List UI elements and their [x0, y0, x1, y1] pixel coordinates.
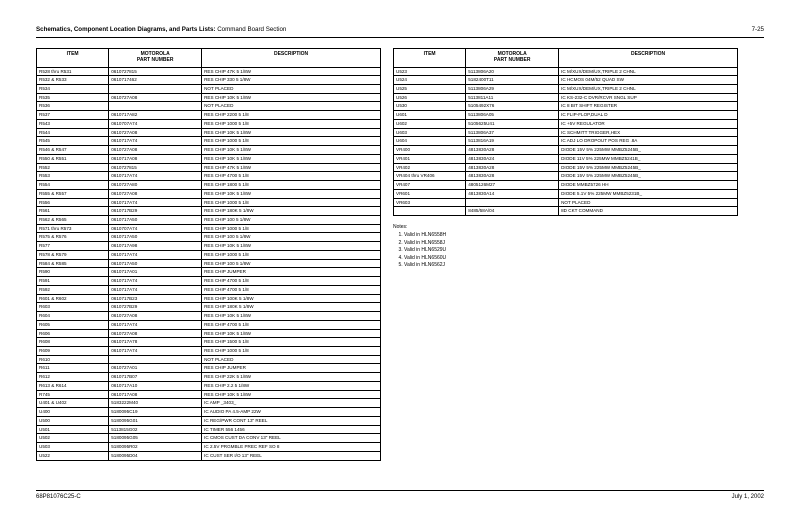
column-header-part-number	[466, 49, 559, 68]
table-row	[37, 381, 381, 390]
description-cell: RES CHIP 100 5 1/8W	[202, 215, 381, 224]
description-cell: RES CHIP 47K 5 1/8W	[202, 67, 381, 76]
notes-list	[393, 232, 738, 270]
note-item: 5. Valid in HLN6562J	[404, 262, 738, 270]
part-number-cell	[466, 198, 559, 207]
footer-document-number: 68P81076C25-C	[36, 494, 81, 500]
table-row	[37, 294, 381, 303]
description-cell: RES CHIP 1000 5 1/8	[202, 224, 381, 233]
item-cell: VR407	[394, 181, 466, 190]
note-item: 3. Valid in HLN6529U	[404, 247, 738, 255]
description-cell: RES CHIP 100 5 1/8W	[202, 259, 381, 268]
table-row	[37, 137, 381, 146]
part-number-cell: 5113806A20	[466, 67, 559, 76]
page-number: 7-25	[751, 26, 764, 33]
item-cell: R745	[37, 390, 109, 399]
description-cell: RES CHIP 1000 5 1/8	[202, 137, 381, 146]
column-header-item: ITEM	[37, 49, 109, 68]
item-cell: R532 & R533	[37, 76, 109, 85]
item-cell: R610	[37, 355, 109, 364]
table-row	[394, 154, 738, 163]
item-cell: R553	[37, 172, 109, 181]
part-number-cell: 5180095G05	[109, 434, 202, 443]
description-cell: RES CHIP 1800 5 1/8	[202, 181, 381, 190]
part-number-cell: 0610727A08	[109, 189, 202, 198]
column-header-part-line2: PART NUMBER	[136, 56, 174, 63]
item-cell: R611	[37, 364, 109, 373]
parts-table-left	[36, 48, 381, 461]
table-row	[37, 189, 381, 198]
description-cell: RES CHIP 47K 5 1/8W	[202, 163, 381, 172]
description-cell: IC M/XUX/DEM/UX,TRIPLE 2 CHNL	[559, 67, 738, 76]
part-number-cell: 5113806A29	[466, 84, 559, 93]
table-row	[37, 320, 381, 329]
table-row	[37, 119, 381, 128]
part-number-cell: 0610727815	[109, 163, 202, 172]
description-cell: RES CHIP 1500 5 1/8	[202, 338, 381, 347]
item-cell: U502	[37, 434, 109, 443]
part-number-cell: 0610717B23	[109, 294, 202, 303]
table-row	[37, 76, 381, 85]
note-item: 1. Valid in HLN6558H	[404, 232, 738, 240]
part-number-cell: 0610717A01	[109, 268, 202, 277]
table-row	[37, 181, 381, 190]
part-number-cell: 0610717A08	[109, 390, 202, 399]
item-cell: U500	[37, 416, 109, 425]
table-row	[37, 285, 381, 294]
table-row	[37, 102, 381, 111]
part-number-cell: 0610727815	[109, 67, 202, 76]
description-cell: IC ADJ LO DROPOUT POS REG .8A	[559, 137, 738, 146]
part-number-cell: 0610717A74	[109, 250, 202, 259]
footer-row	[36, 494, 764, 500]
part-number-cell: 0610717A50	[109, 215, 202, 224]
page-footer	[36, 490, 764, 500]
table-row	[394, 163, 738, 172]
part-number-cell: 0610717A74	[109, 347, 202, 356]
table-row	[37, 154, 381, 163]
part-number-cell: 0610717A98	[109, 242, 202, 251]
part-number-cell: 0610717A74	[109, 198, 202, 207]
table-row	[37, 93, 381, 102]
part-number-cell: 5113806A05	[466, 111, 559, 120]
table-row	[394, 93, 738, 102]
table-row	[394, 76, 738, 85]
description-cell: RES CHIP 10K 5 1/8W	[202, 146, 381, 155]
description-cell: RES CHIP 4700 5 1/8	[202, 285, 381, 294]
part-number-cell: 4813830A28	[466, 172, 559, 181]
part-number-cell: 5180095G01	[109, 416, 202, 425]
item-cell: R536	[37, 102, 109, 111]
item-cell: R550 & R551	[37, 154, 109, 163]
description-cell: RES CHIP 10K 5 1/8W	[202, 312, 381, 321]
column-header-description: DESCRIPTION	[559, 49, 738, 68]
item-cell: U526	[394, 93, 466, 102]
item-cell: R606	[37, 329, 109, 338]
description-cell: RES CHIP 180K 5 1/8W	[202, 207, 381, 216]
table-row	[37, 338, 381, 347]
item-cell: R577	[37, 242, 109, 251]
part-number-cell: 0610727B29	[109, 303, 202, 312]
parts-table-right-body	[394, 67, 738, 215]
table-row	[37, 146, 381, 155]
description-cell: IC REG/PWR CONT 13" REEL	[202, 416, 381, 425]
part-number-cell: 0610727A08	[109, 146, 202, 155]
right-column	[393, 48, 738, 461]
item-cell: R537	[37, 111, 109, 120]
page-header	[36, 26, 764, 36]
item-cell: R571 thru R573	[37, 224, 109, 233]
table-row	[37, 128, 381, 137]
description-cell: RES CHIP 10K 5 1/8W	[202, 128, 381, 137]
part-number-cell: 0610707A74	[109, 224, 202, 233]
table-row	[394, 137, 738, 146]
table-header-row	[394, 49, 738, 68]
table-row	[37, 390, 381, 399]
description-cell: IC TIMER 556 1456	[202, 425, 381, 434]
part-number-cell	[109, 102, 202, 111]
description-cell: IC AMP _3403_	[202, 399, 381, 408]
table-row	[37, 434, 381, 443]
description-cell: DIODE 11V 5% 225MW MMBZ5241B_	[559, 154, 738, 163]
item-cell: R555 & R557	[37, 189, 109, 198]
header-title	[36, 26, 286, 33]
part-number-cell: 4813830A24	[466, 154, 559, 163]
table-row	[37, 198, 381, 207]
table-row	[37, 233, 381, 242]
footer-divider	[36, 490, 764, 491]
item-cell: R578 & R579	[37, 250, 109, 259]
item-cell: R575 & R576	[37, 233, 109, 242]
part-number-cell	[109, 84, 202, 93]
description-cell: RES CHIP 10K 5 1/8W	[202, 93, 381, 102]
description-cell: DIODE 15V 5% 225MW MMBZ5245B_	[559, 146, 738, 155]
part-number-cell: 0610717B29	[109, 207, 202, 216]
item-cell: R591	[37, 277, 109, 286]
description-cell: RES CHIP 10K 5 1/8W	[202, 242, 381, 251]
description-cell: RES CHIP 1000 5 1/8	[202, 119, 381, 128]
table-row	[394, 189, 738, 198]
part-number-cell: 5180095R02	[109, 443, 202, 452]
part-number-cell: 5113815G02	[109, 425, 202, 434]
part-number-cell: 0610727A08	[109, 128, 202, 137]
table-row	[37, 373, 381, 382]
item-cell: R605	[37, 320, 109, 329]
item-cell: R612	[37, 373, 109, 382]
part-number-cell: 0610717A74	[109, 320, 202, 329]
description-cell: RES CHIP 10K 5 1/8W	[202, 390, 381, 399]
item-cell: U523	[394, 67, 466, 76]
description-cell: RES CHIP 1000 5 1/8	[202, 347, 381, 356]
item-cell: U524	[394, 76, 466, 85]
item-cell: VR401	[394, 154, 466, 163]
part-number-cell: 0610717B07	[109, 373, 202, 382]
item-cell: R543	[37, 119, 109, 128]
part-number-cell: 4813830A14	[466, 189, 559, 198]
table-row	[394, 111, 738, 120]
description-cell: IC 2.5V PRGMBLE PREC REF SO 8	[202, 443, 381, 452]
part-number-cell: 0610717A74	[109, 285, 202, 294]
table-row	[37, 172, 381, 181]
column-header-part-line1: MOTOROLA	[140, 51, 170, 57]
column-header-part-line1: MOTOROLA	[497, 51, 527, 57]
table-row	[37, 277, 381, 286]
item-cell: U401 & U402	[37, 399, 109, 408]
part-number-cell: 0610717A74	[109, 277, 202, 286]
part-number-cell: 0610717A74	[109, 172, 202, 181]
item-cell: U525	[394, 84, 466, 93]
table-row	[394, 84, 738, 93]
description-cell: RES CHIP 1000 5 1/8	[202, 198, 381, 207]
part-number-cell: 5182400T11	[466, 76, 559, 85]
description-cell: DIODE 5.1V 5% 225MW MMBZ5231B_	[559, 189, 738, 198]
description-cell: IC HCMOS 04M/52 QUAD SW	[559, 76, 738, 85]
item-cell: R609	[37, 347, 109, 356]
table-row	[37, 111, 381, 120]
item-cell: U603	[394, 128, 466, 137]
table-row	[37, 259, 381, 268]
part-number-cell: 5180095D04	[109, 451, 202, 460]
item-cell: R592	[37, 285, 109, 294]
part-number-cell: 0610727A08	[109, 93, 202, 102]
description-cell: IC 8 BIT SHIFT REGISTER	[559, 102, 738, 111]
part-number-cell: 0610727A80	[109, 181, 202, 190]
table-row	[37, 268, 381, 277]
notes-section	[393, 224, 738, 270]
table-row	[37, 224, 381, 233]
table-row	[394, 207, 738, 216]
item-cell: VR400	[394, 146, 466, 155]
item-cell: R561	[37, 207, 109, 216]
table-row	[37, 364, 381, 373]
item-cell	[394, 207, 466, 216]
header-title-light: Command Board Section	[215, 26, 287, 33]
table-row	[37, 408, 381, 417]
item-cell: R601 & R602	[37, 294, 109, 303]
item-cell: R528 thru R531	[37, 67, 109, 76]
parts-table-right	[393, 48, 738, 216]
item-cell: R546 & R547	[37, 146, 109, 155]
description-cell: RES CHIP 2.2 5 1/8W	[202, 381, 381, 390]
description-cell: IC FLIP-FLOP,DUAL D	[559, 111, 738, 120]
part-number-cell: 0610717A10	[109, 381, 202, 390]
part-number-cell: 0610727A08	[109, 312, 202, 321]
item-cell: VR601	[394, 189, 466, 198]
description-cell: RES CHIP JUMPER	[202, 268, 381, 277]
part-number-cell: 0610717A50	[109, 259, 202, 268]
table-row	[37, 443, 381, 452]
table-row	[394, 119, 738, 128]
item-cell: VR402	[394, 163, 466, 172]
description-cell: NOT PLACED	[202, 355, 381, 364]
table-row	[37, 329, 381, 338]
item-cell: R556	[37, 198, 109, 207]
table-row	[37, 84, 381, 93]
item-cell: R535	[37, 93, 109, 102]
part-number-cell: 5113806A37	[466, 128, 559, 137]
description-cell: RES CHIP 10K 5 1/8W	[202, 329, 381, 338]
part-number-cell: 0610717A08	[109, 154, 202, 163]
table-row	[37, 163, 381, 172]
table-row	[37, 425, 381, 434]
item-cell: U602	[394, 119, 466, 128]
description-cell: IC CUST SER I/O 13" REEL	[202, 451, 381, 460]
table-row	[394, 181, 738, 190]
item-cell: U400	[37, 408, 109, 417]
description-cell: NOT PLACED	[559, 198, 738, 207]
column-header-part-number	[109, 49, 202, 68]
description-cell: IC KS-232-C DVR/RCVR SNGL SUP	[559, 93, 738, 102]
item-cell: R562 & R565	[37, 215, 109, 224]
item-cell: U522	[37, 451, 109, 460]
part-number-cell: 0610727A01	[109, 364, 202, 373]
table-row	[394, 67, 738, 76]
table-row	[37, 347, 381, 356]
item-cell: R584 & R585	[37, 259, 109, 268]
table-header-row	[37, 49, 381, 68]
part-number-cell: 0610717A74	[109, 137, 202, 146]
table-row	[37, 215, 381, 224]
parts-list-columns	[36, 48, 764, 461]
column-header-item: ITEM	[394, 49, 466, 68]
part-number-cell: 0610717A82	[109, 111, 202, 120]
table-row	[394, 146, 738, 155]
item-cell: U503	[37, 443, 109, 452]
description-cell: RES CHIP 22K 5 1/8W	[202, 373, 381, 382]
item-cell: R590	[37, 268, 109, 277]
item-cell: R554	[37, 181, 109, 190]
table-row	[37, 250, 381, 259]
note-item: 2. Valid in HLN6558J	[404, 240, 738, 248]
description-cell: IC AUDIO PA 4.5-AMP 22W	[202, 408, 381, 417]
description-cell: IC M/XUX/DEM/UX,TRIPLE 2 CHNL	[559, 84, 738, 93]
part-number-cell: 8485/58A/04	[466, 207, 559, 216]
description-cell: RES CHIP 180K 5 1/8W	[202, 303, 381, 312]
description-cell: RES CHIP JUMPER	[202, 364, 381, 373]
description-cell: NOT PLACED	[202, 102, 381, 111]
header-divider	[36, 37, 764, 38]
description-cell: DIODE MMBZ5726 HH	[559, 181, 738, 190]
part-number-cell: 5105625U41	[466, 119, 559, 128]
item-cell: R545	[37, 137, 109, 146]
table-row	[37, 207, 381, 216]
part-number-cell: 0610717462	[109, 76, 202, 85]
description-cell: RES CHIP 1000 5 1/8	[202, 250, 381, 259]
item-cell: R534	[37, 84, 109, 93]
description-cell: RES CHIP 4700 5 1/8	[202, 172, 381, 181]
table-row	[394, 172, 738, 181]
table-row	[394, 128, 738, 137]
note-item: 4. Valid in HLN6560U	[404, 255, 738, 263]
item-cell: U501	[37, 425, 109, 434]
description-cell: RES CHIP 2200 5 1/8	[202, 111, 381, 120]
item-cell: R603	[37, 303, 109, 312]
description-cell: DIODE 15V 5% 225MW MMBZ5245B_	[559, 172, 738, 181]
header-title-bold: Schematics, Component Location Diagrams, and Parts Lists:	[36, 26, 216, 33]
item-cell: R552	[37, 163, 109, 172]
description-cell: RES CHIP 10K 5 1/8W	[202, 189, 381, 198]
description-cell: DIODE 15V 5% 225MW MMBZ5245B_	[559, 163, 738, 172]
part-number-cell: 4813830A28	[466, 146, 559, 155]
table-row	[394, 102, 738, 111]
description-cell: RES CHIP 100K 5 1/8W	[202, 294, 381, 303]
footer-date: July 1, 2002	[731, 494, 764, 500]
item-cell: VR603	[394, 198, 466, 207]
table-row	[37, 416, 381, 425]
description-cell: RES CHIP 100 5 1/8W	[202, 233, 381, 242]
description-cell: IC CMOS CUST DA CONV 13" REEL	[202, 434, 381, 443]
description-cell: RES CHIP 330 5 1/8W	[202, 76, 381, 85]
item-cell: U601	[394, 111, 466, 120]
item-cell: R544	[37, 128, 109, 137]
description-cell: IC SCHMITT TRIGGER,HEX	[559, 128, 738, 137]
item-cell: R604	[37, 312, 109, 321]
table-row	[394, 198, 738, 207]
part-number-cell: 0610717A50	[109, 233, 202, 242]
table-row	[37, 451, 381, 460]
part-number-cell: 0610717A78	[109, 338, 202, 347]
item-cell: U604	[394, 137, 466, 146]
item-cell: U530	[394, 102, 466, 111]
description-cell: RES CHIP 10K 5 1/8W	[202, 154, 381, 163]
table-row	[37, 312, 381, 321]
table-row	[37, 399, 381, 408]
part-number-cell: 0610727A08	[109, 329, 202, 338]
part-number-cell: 4805126M27	[466, 181, 559, 190]
description-cell: RES CHIP 4700 5 1/8	[202, 277, 381, 286]
part-number-cell: 4813830A28	[466, 163, 559, 172]
part-number-cell	[109, 355, 202, 364]
part-number-cell: 0610707A74	[109, 119, 202, 128]
item-cell: VR404 thru VR406	[394, 172, 466, 181]
left-column	[36, 48, 381, 461]
part-number-cell: 5113811A11	[466, 93, 559, 102]
description-cell: NOT PLACED	[202, 84, 381, 93]
parts-table-left-body	[37, 67, 381, 460]
description-cell: IC +5V REGULATOR	[559, 119, 738, 128]
column-header-part-line2: PART NUMBER	[493, 56, 531, 63]
item-cell: R608	[37, 338, 109, 347]
table-row	[37, 67, 381, 76]
part-number-cell: 5180095C19	[109, 408, 202, 417]
table-row	[37, 303, 381, 312]
part-number-cell: 5113816A19	[466, 137, 559, 146]
part-number-cell: 5105492X76	[466, 102, 559, 111]
table-row	[37, 355, 381, 364]
description-cell: RES CHIP 4700 5 1/8	[202, 320, 381, 329]
description-cell: 8D CKT COMMAND	[559, 207, 738, 216]
table-row	[37, 242, 381, 251]
item-cell: R613 & R614	[37, 381, 109, 390]
notes-title: Notes:	[393, 223, 408, 230]
part-number-cell: 5183222M40	[109, 399, 202, 408]
column-header-description: DESCRIPTION	[202, 49, 381, 68]
